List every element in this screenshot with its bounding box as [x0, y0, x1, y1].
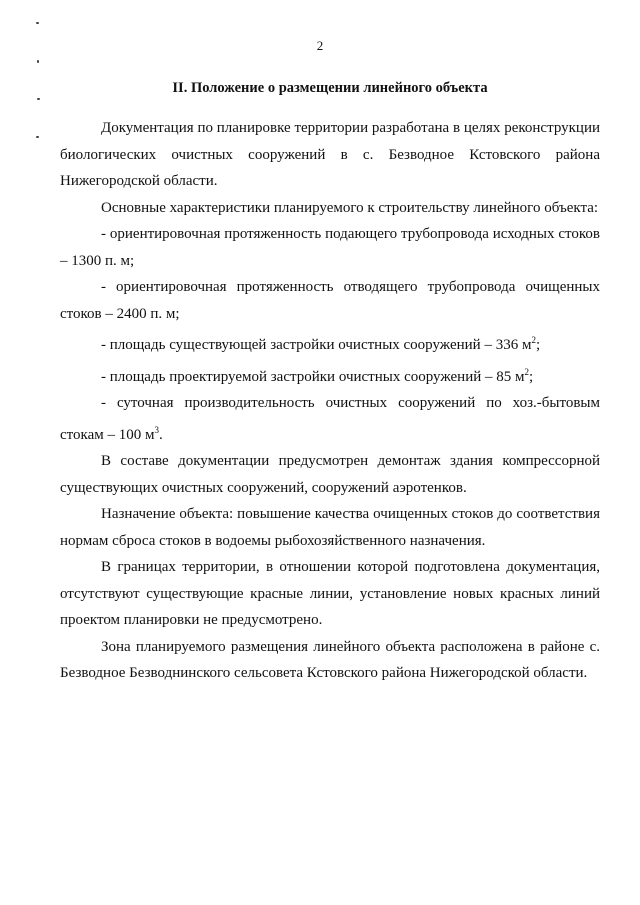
existing-area-end: ; [535, 337, 541, 353]
scan-mark [37, 60, 39, 63]
paragraph-characteristics-intro: Основные характеристики планируемого к строительству линейного объекта: [101, 199, 599, 216]
daily-capacity-text: - суточная производительность очистных сооружений по хоз.-бытовым стокам – 100 м [60, 395, 600, 443]
paragraph-purpose-object: Назначение объекта: повышение качества очищенных стоков до соответствия нормам сброса стоков в водоемы рыбохозяйственного назначения. [60, 506, 600, 549]
projected-area-unit-sup: 2 [524, 366, 529, 377]
section-title: II. Положение о размещении линейного объекта [172, 80, 488, 96]
existing-area-unit-sup: 2 [531, 335, 536, 345]
paragraph-red-lines: В границах территории, в отношении которой подготовлена документация, отсутствуют существующие красные линии, установление новых красных линий проектом планировки не предусмотрено. [60, 559, 600, 628]
scan-mark [36, 136, 39, 138]
list-item-daily-capacity [60, 390, 600, 448]
projected-area-end: ; [529, 368, 534, 385]
paragraph-demolition: В составе документации предусмотрен демонтаж здания компрессорной существующих очистных сооружений, сооружений аэротенков. [60, 453, 600, 496]
page-number: 2 [316, 38, 324, 53]
scan-mark [36, 22, 39, 24]
list-item-projected-area [60, 359, 600, 391]
list-item-existing-area [60, 327, 600, 359]
list-item-discharge-pipe: - ориентировочная протяженность отводящего трубопровода очищенных стоков – 2400 п. м; [60, 279, 600, 322]
paragraph-location: Зона планируемого размещения линейного объекта расположена в районе с. Безводное Безводнинского сельсовета Кстовского района Нижегородской области. [60, 638, 600, 681]
projected-area-text: - площадь проектируемой застройки очистных сооружений – 85 м [101, 368, 525, 385]
daily-capacity-unit-sup: 3 [154, 424, 159, 435]
paragraph-purpose: Документация по планировке территории разработана в целях реконструкции биологических очистных сооружений в с. Безводное Кстовского района Нижегородской области. [60, 120, 600, 189]
daily-capacity-end: . [158, 426, 163, 443]
scan-mark [37, 98, 40, 100]
section-body [60, 115, 600, 687]
existing-area-text: - площадь существующей застройки очистных сооружений – 336 м [101, 337, 532, 353]
list-item-supply-pipe: - ориентировочная протяженность подающего трубопровода исходных стоков – 1300 п. м; [60, 226, 600, 269]
